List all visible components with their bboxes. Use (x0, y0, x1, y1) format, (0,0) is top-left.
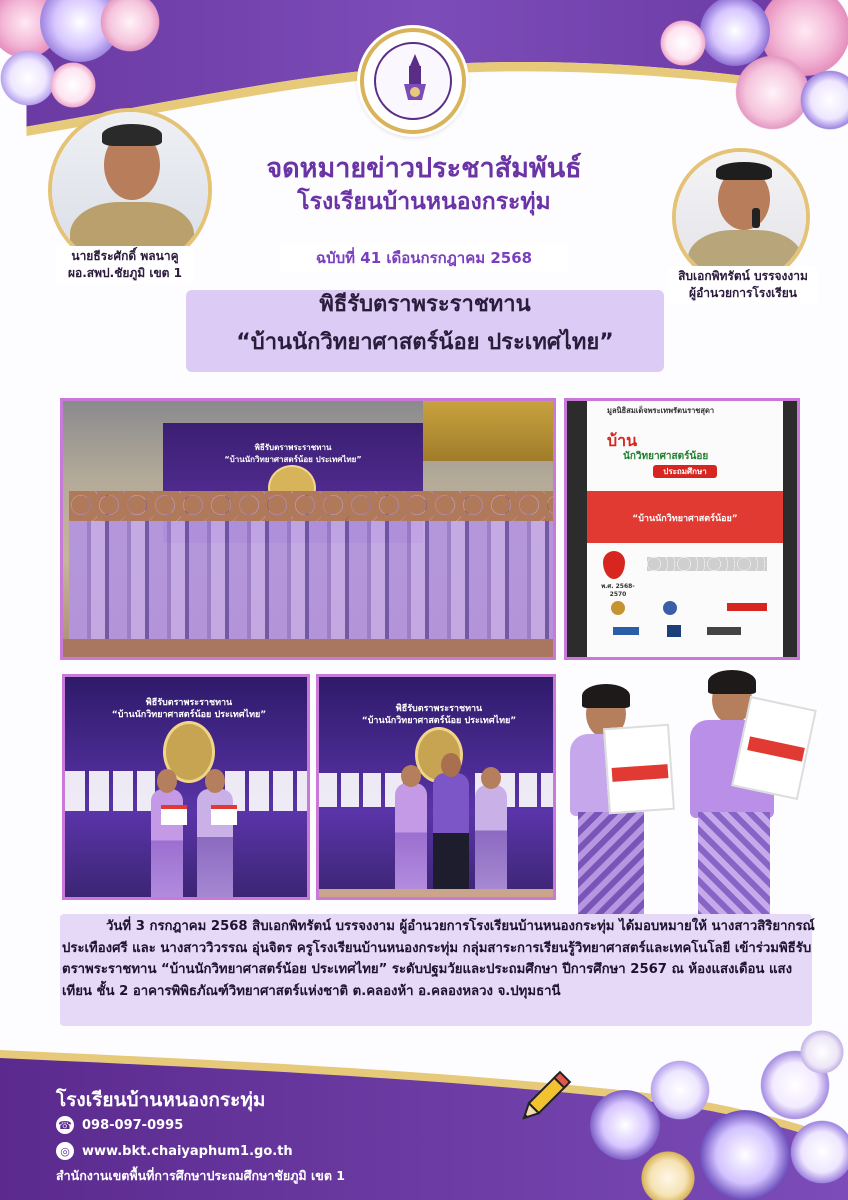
certificate-logo-line2: นักวิทยาศาสตร์น้อย (623, 451, 709, 462)
ceremony-photo-2 (316, 674, 556, 900)
footer-website-row (56, 1142, 293, 1160)
event-title-line1: พิธีรับตราพระราชทาน (319, 292, 531, 317)
right-person-position: ผู้อำนวยการโรงเรียน (689, 286, 797, 300)
footer-website[interactable]: www.bkt.chaiyaphum1.go.th (82, 1143, 293, 1159)
ceremony-photo-1-title: พิธีรับตราพระราชทาน (145, 698, 233, 708)
footer-phone: 098-097-0995 (82, 1117, 184, 1133)
right-person-name: สิบเอกพิทรัตน์ บรรจงงาม (678, 269, 808, 283)
footer-office: สำนักงานเขตพื้นที่การศึกษาประถมศึกษาชัยภูมิ เขต 1 (56, 1168, 346, 1183)
right-person-caption (668, 266, 818, 304)
pencil-icon (512, 1068, 574, 1130)
footer-school-name: โรงเรียนบ้านหนองกระทุ่ม (56, 1089, 266, 1111)
group-photo (60, 398, 556, 660)
school-seal-icon (374, 42, 452, 120)
certificate-logo-line1: บ้าน (607, 431, 638, 450)
event-title-line2: “บ้านนักวิทยาศาสตร์น้อย ประเทศไทย” (236, 330, 614, 355)
ceremony-photo-2-sub: “บ้านนักวิทยาศาสตร์น้อย ประเทศไทย” (361, 716, 517, 726)
ceremony-photo-2-title: พิธีรับตราพระราชทาน (395, 704, 483, 714)
left-person-caption (56, 246, 194, 284)
left-person-position: ผอ.สพป.ชัยภูมิ เขต 1 (67, 266, 182, 280)
certificate-level: ประถมศึกษา (653, 465, 717, 478)
ceremony-photo-1 (62, 674, 310, 900)
footer-phone-row (56, 1116, 183, 1134)
ceremony-photo-1-sub: “บ้านนักวิทยาศาสตร์น้อย ประเทศไทย” (111, 710, 267, 720)
school-name: โรงเรียนบ้านหนองกระทุ่ม (297, 189, 551, 215)
issue-number: ฉบับที่ 41 เดือนกรกฎาคม 2568 (280, 244, 568, 272)
school-logo (360, 28, 466, 134)
newsletter-title: จดหมายข่าวประชาสัมพันธ์ (266, 153, 582, 184)
certificate-year: พ.ศ. 2568-2570 (601, 583, 635, 598)
group-photo-backdrop-sub: “บ้านนักวิทยาศาสตร์น้อย ประเทศไทย” (224, 455, 362, 464)
globe-icon: ◎ (56, 1142, 74, 1160)
article-paragraph: วันที่ 3 กรกฎาคม 2568 สิบเอกพิทรัตน์ บรรจงงาม ผู้อำนวยการโรงเรียนบ้านหนองกระทุ่ม ได้มอบหมายให้ นางสาวสิริยากรณ์ ประเทืองศรี และ นางสาววิวรรณ อุ่นจิตร ครูโรงเรียนบ้านหนองกระทุ่ม กลุ่มสาระการเรียนรู้วิทยาศาสตร์และเทคโนโลยี เข้าร่วมพิธีรับตราพระราชทาน “บ้านนักวิทยาศาสตร์น้อย ประเทศไทย” ระดับปฐมวัยและประถมศึกษา ปีการศึกษา 2567 ณ ห้องแสงเดือน แสงเทียน ชั้น 2 อาคารพิพิธภัณฑ์วิทยาศาสตร์แห่งชาติ ต.คลองห้า อ.คลองหลวง จ.ปทุมธานี (62, 919, 815, 999)
certificate-header: มูลนิธิสมเด็จพระเทพรัตนราชสุดา (607, 406, 715, 415)
phone-icon: ☎ (56, 1116, 74, 1134)
certificate-photo (564, 398, 800, 660)
left-person-name: นายธีระศักดิ์ พลนาคู (71, 249, 179, 263)
group-photo-backdrop-title: พิธีรับตราพระราชทาน (254, 443, 332, 452)
certificate-name: “บ้านนักวิทยาศาสตร์น้อย” (632, 514, 738, 524)
